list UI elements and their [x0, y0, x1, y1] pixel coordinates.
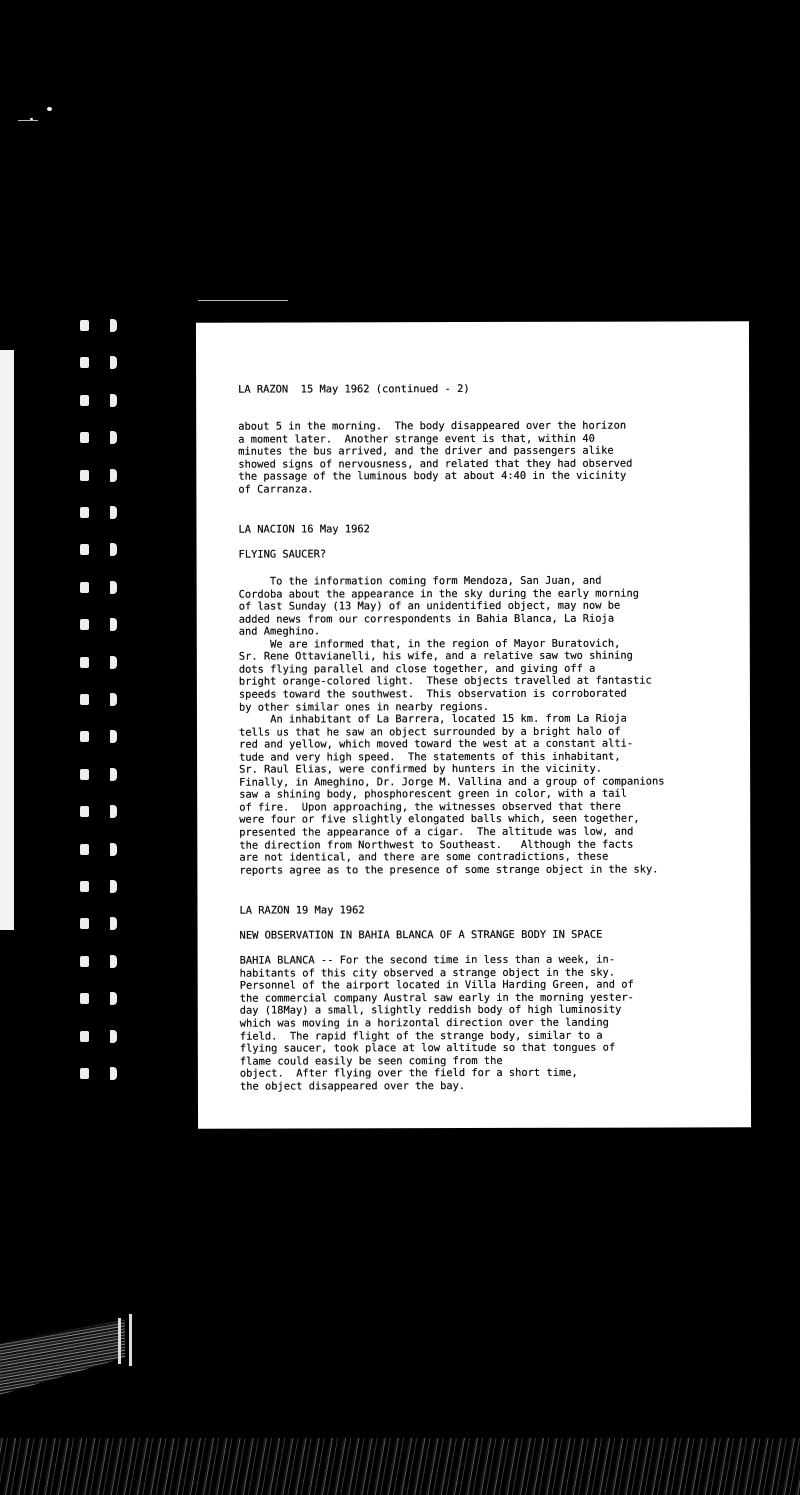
- text-line: the direction from Northwest to Southeast. Although the facts: [239, 838, 634, 852]
- film-scratch: [198, 300, 288, 301]
- text-line: An inhabitant of La Barrera, located 15 km. from La Rioja: [238, 712, 627, 726]
- text-line: We are informed that, in the region of Mayor Buratovich,: [238, 637, 621, 651]
- text-line: Personnel of the airport located in Villa Harding Green, and of: [239, 978, 634, 992]
- text-line: were four or five slightly elongated balls which, seen together,: [239, 813, 640, 827]
- text-line: showed signs of nervousness, and related that they had observed: [238, 457, 633, 471]
- text-line: BAHIA BLANCA -- For the second time in less than a week, in-: [239, 953, 615, 967]
- text-line: by other similar ones in nearby regions.: [238, 700, 490, 714]
- text-line: of Carranza.: [238, 483, 314, 496]
- sprocket-hole: [110, 843, 117, 856]
- sprocket-hole: [80, 1031, 89, 1042]
- sprocket-hole: [80, 993, 89, 1004]
- sprocket-hole: [80, 694, 89, 705]
- text-line: bright orange-colored light. These objects travelled at fantastic: [238, 674, 652, 689]
- sprocket-hole: [110, 992, 117, 1005]
- sprocket-hole: [80, 432, 89, 443]
- document-page: [196, 321, 751, 1128]
- film-artifact: [0, 1320, 125, 1395]
- sprocket-hole: [110, 506, 117, 519]
- text-line: which was moving in a horizontal direction over the landing: [239, 1016, 609, 1030]
- text-line: object. After flying over the field for a short time,: [239, 1067, 578, 1081]
- sprocket-hole: [110, 1067, 117, 1080]
- text-line: minutes the bus arrived, and the driver and passengers alike: [238, 444, 614, 458]
- sprocket-hole: [80, 582, 89, 593]
- text-line: Sr. Raul Elias, were confirmed by hunters in the vicinity.: [239, 762, 602, 776]
- text-line: of fire. Upon approaching, the witnesses observed that there: [239, 800, 621, 814]
- sprocket-hole: [110, 319, 117, 332]
- text-line: tells us that he saw an object surrounded by a bright halo of: [239, 725, 621, 739]
- sprocket-hole: [110, 656, 117, 669]
- sprocket-hole: [110, 730, 117, 743]
- text-line: Sr. Rene Ottavianelli, his wife, and a relative saw two shining: [238, 649, 633, 663]
- text-line: presented the appearance of a cigar. The altitude was low, and: [239, 825, 634, 839]
- sprocket-hole: [110, 955, 117, 968]
- text-line: the commercial company Austral saw early in the morning yester-: [239, 991, 634, 1005]
- film-artifact-mark: [118, 1318, 121, 1364]
- text-line: flame could easily be seen coming from the: [239, 1054, 503, 1068]
- sprocket-hole: [80, 1068, 89, 1079]
- text-line: field. The rapid flight of the strange body, similar to a: [239, 1029, 603, 1043]
- sprocket-hole: [80, 731, 89, 742]
- text-line: flying saucer, took place at low altitude so that tongues of: [239, 1041, 616, 1055]
- sprocket-hole: [110, 805, 117, 818]
- sprocket-hole: [80, 918, 89, 929]
- sprocket-hole: [110, 356, 117, 369]
- film-scratch: [18, 120, 38, 121]
- sprocket-hole: [110, 394, 117, 407]
- text-line: added news from our correspondents in Bahia Blanca, La Rioja: [238, 612, 615, 626]
- film-noise-band: [0, 1438, 800, 1495]
- sprocket-hole: [110, 1030, 117, 1043]
- text-line: the passage of the luminous body at about 4:40 in the vicinity: [238, 469, 627, 484]
- sprocket-hole: [80, 507, 89, 518]
- text-line: To the information coming form Mendoza, San Juan, and: [238, 574, 602, 588]
- film-speck: [47, 107, 52, 111]
- sprocket-hole: [80, 657, 89, 668]
- text-line: and Ameghino.: [238, 625, 321, 638]
- sprocket-hole: [80, 956, 89, 967]
- text-line: saw a shining body, phosphorescent green in color, with a tail: [239, 787, 628, 801]
- sprocket-hole: [80, 769, 89, 780]
- text-line: the object disappeared over the bay.: [239, 1080, 466, 1093]
- text-line: red and yellow, which moved toward the west at a constant alti-: [239, 737, 634, 751]
- text-line: day (18May) a small, slightly reddish body of high luminosity: [239, 1004, 622, 1018]
- sprocket-hole: [110, 880, 117, 893]
- sprocket-hole: [80, 619, 89, 630]
- text-line: speeds toward the southwest. This observation is corroborated: [238, 687, 627, 701]
- section-heading: LA RAZON 15 May 1962 (continued - 2): [238, 383, 470, 396]
- text-line: Cordoba about the appearance in the sky during the early morning: [238, 587, 640, 601]
- section-la-razon-15-may: [196, 321, 749, 496]
- text-line: dots flying parallel and close together, and giving off a: [238, 662, 596, 676]
- film-artifact-mark: [129, 1314, 132, 1366]
- section-subheading: FLYING SAUCER?: [238, 548, 327, 561]
- text-line: are not identical, and there are some contradictions, these: [239, 850, 609, 864]
- sprocket-hole: [110, 693, 117, 706]
- text-line: tude and very high speed. The statements of this inhabitant,: [239, 750, 621, 764]
- sprocket-hole: [110, 917, 117, 930]
- sprocket-hole: [110, 431, 117, 444]
- sprocket-hole: [110, 469, 117, 482]
- sprocket-hole: [110, 768, 117, 781]
- sprocket-hole: [80, 544, 89, 555]
- sprocket-hole: [80, 881, 89, 892]
- sprocket-hole: [110, 581, 117, 594]
- section-heading: LA NACION 16 May 1962: [238, 523, 370, 536]
- sprocket-hole: [80, 320, 89, 331]
- text-line: about 5 in the morning. The body disappeared over the horizon: [238, 419, 627, 433]
- text-line: habitants of this city observed a strange object in the sky.: [239, 966, 616, 980]
- sprocket-hole: [110, 543, 117, 556]
- text-line: reports agree as to the presence of some strange object in the sky.: [239, 863, 659, 877]
- text-line: Finally, in Ameghino, Dr. Jorge M. Vallina and a group of companions: [239, 775, 665, 789]
- text-line: of last Sunday (13 May) of an unidentified object, may now be: [238, 599, 621, 613]
- section-subheading: NEW OBSERVATION IN BAHIA BLANCA OF A STRANGE BODY IN SPACE: [239, 928, 603, 942]
- section-heading: LA RAZON 19 May 1962: [239, 904, 365, 917]
- sprocket-hole: [110, 618, 117, 631]
- sprocket-hole: [80, 470, 89, 481]
- sprocket-hole: [80, 844, 89, 855]
- film-edge-strip: [0, 350, 14, 930]
- sprocket-hole: [80, 357, 89, 368]
- sprocket-hole: [80, 806, 89, 817]
- sprocket-hole: [80, 395, 89, 406]
- text-line: a moment later. Another strange event is that, within 40: [238, 432, 595, 446]
